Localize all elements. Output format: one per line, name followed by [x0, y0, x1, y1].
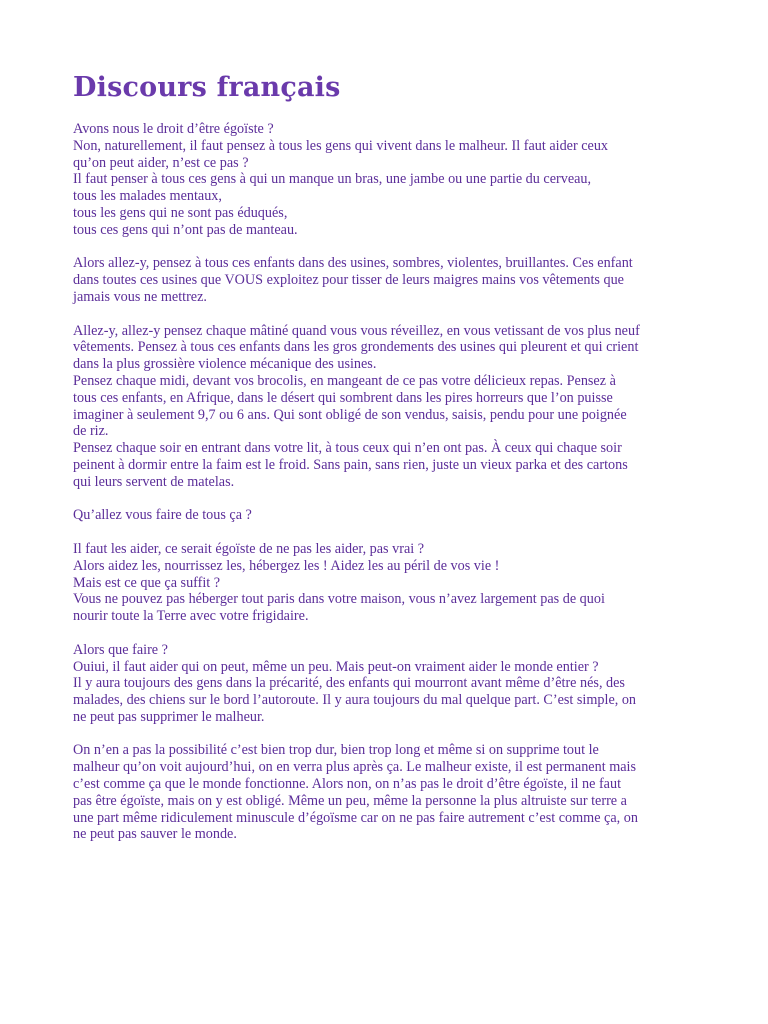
text-line: Avons nous le droit d’être égoïste ? — [73, 121, 274, 137]
paragraph — [73, 121, 703, 239]
text-line: Mais est ce que ça suffit ? — [73, 574, 221, 591]
paragraph — [73, 255, 703, 305]
text-line: dans toutes ces usines que VOUS exploitez pour tisser de leurs maigres mains vos vêtements que — [73, 272, 624, 289]
document-title: Discours français — [73, 72, 341, 103]
text-line: nourir toute la Terre avec votre frigidaire. — [73, 608, 309, 625]
text-line: peinent à dormir entre la faim est le froid. Sans pain, sans rien, juste un vieux parka et des cartons — [73, 456, 628, 473]
text-line: Pensez chaque midi, devant vos brocolis, en mangeant de ce pas votre délicieux repas. Pensez à — [73, 372, 616, 389]
text-line: une part même ridiculement minuscule d’égoïsme car on ne pas faire autrement c’est comme ça, on — [73, 809, 638, 826]
paragraph — [73, 323, 703, 491]
text-line: vêtements. Pensez à tous ces enfants dans les gros grondements des usines qui pleurent et qui crient — [73, 339, 639, 356]
text-line: Pensez chaque soir en entrant dans votre lit, à tous ceux qui n’en ont pas. À ceux qui chaque soir — [73, 440, 622, 457]
paragraph — [73, 507, 703, 524]
text-line: qu’on peut aider, n’est ce pas ? — [73, 154, 249, 171]
text-line: Alors que faire ? — [73, 641, 168, 658]
text-line: ne peut pas sauver le monde. — [73, 826, 237, 843]
text-line: Il faut les aider, ce serait égoïste de ne pas les aider, pas vrai ? — [73, 540, 425, 557]
text-line: pas être égoïste, mais on y est obligé. Même un peu, même la personne la plus altruiste sur terre a — [73, 792, 627, 809]
text-line: Il y aura toujours des gens dans la précarité, des enfants qui mourront avant même d’être nés, des — [73, 675, 625, 692]
text-line: c’est comme ça que le monde fonctionne. Alors non, on n’as pas le droit d’être égoïste, il ne faut — [73, 776, 622, 793]
paragraph — [73, 742, 703, 843]
paragraph — [73, 642, 703, 726]
text-line: Allez-y, allez-y pensez chaque mâtiné quand vous vous réveillez, en vous vetissant de vos plus neuf — [73, 322, 640, 339]
text-line: Alors allez-y, pensez à tous ces enfants dans des usines, sombres, violentes, bruillantes. Ces enfant — [73, 255, 633, 272]
text-line: On n’en a pas la possibilité c’est bien trop dur, bien trop long et même si on supprime tout le — [73, 742, 599, 759]
text-line: Il faut penser à tous ces gens à qui un manque un bras, une jambe ou une partie du cerveau, — [73, 171, 592, 188]
text-line: malheur qu’on voit aujourd’hui, on en verra plus après ça. Le malheur existe, il est permanent mais — [73, 759, 636, 776]
text-line: Alors aidez les, nourrissez les, hébergez les ! Aidez les au péril de vos vie ! — [73, 557, 500, 574]
text-line: de riz. — [73, 423, 109, 440]
document-page — [73, 68, 703, 860]
text-line: Vous ne pouvez pas héberger tout paris dans votre maison, vous n’avez largement pas de quoi — [73, 591, 605, 608]
text-line: malades, des chiens sur le bord l’autoroute. Il y aura toujours du mal quelque part. C’est simple, on — [73, 692, 637, 709]
text-line: dans la plus grossière violence mécanique des usines. — [73, 356, 377, 373]
text-line: Ouiui, il faut aider qui on peut, même un peu. Mais peut-on vraiment aider le monde entier ? — [73, 658, 599, 675]
text-line: Non, naturellement, il faut pensez à tous les gens qui vivent dans le malheur. Il faut aider ceux — [73, 137, 609, 154]
text-line: Qu’allez vous faire de tous ça ? — [73, 507, 252, 524]
text-line: tous les malades mentaux, — [73, 188, 222, 205]
text-line: tous les gens qui ne sont pas éduqués, — [73, 204, 288, 221]
text-line: jamais vous ne mettrez. — [73, 288, 207, 305]
text-line: imaginer à seulement 9,7 ou 6 ans. Qui sont obligé de son vendus, saisis, pendu pour une poignée — [73, 406, 627, 423]
document-body — [73, 121, 703, 843]
text-line: tous ces enfants, en Afrique, dans le désert qui sombrent dans les pires horreurs que l’on puisse — [73, 389, 613, 406]
text-line: tous ces gens qui n’ont pas de manteau. — [73, 221, 298, 238]
text-line: ne peut pas supprimer le malheur. — [73, 708, 265, 725]
paragraph — [73, 541, 703, 625]
text-line: qui leurs servent de matelas. — [73, 473, 235, 490]
